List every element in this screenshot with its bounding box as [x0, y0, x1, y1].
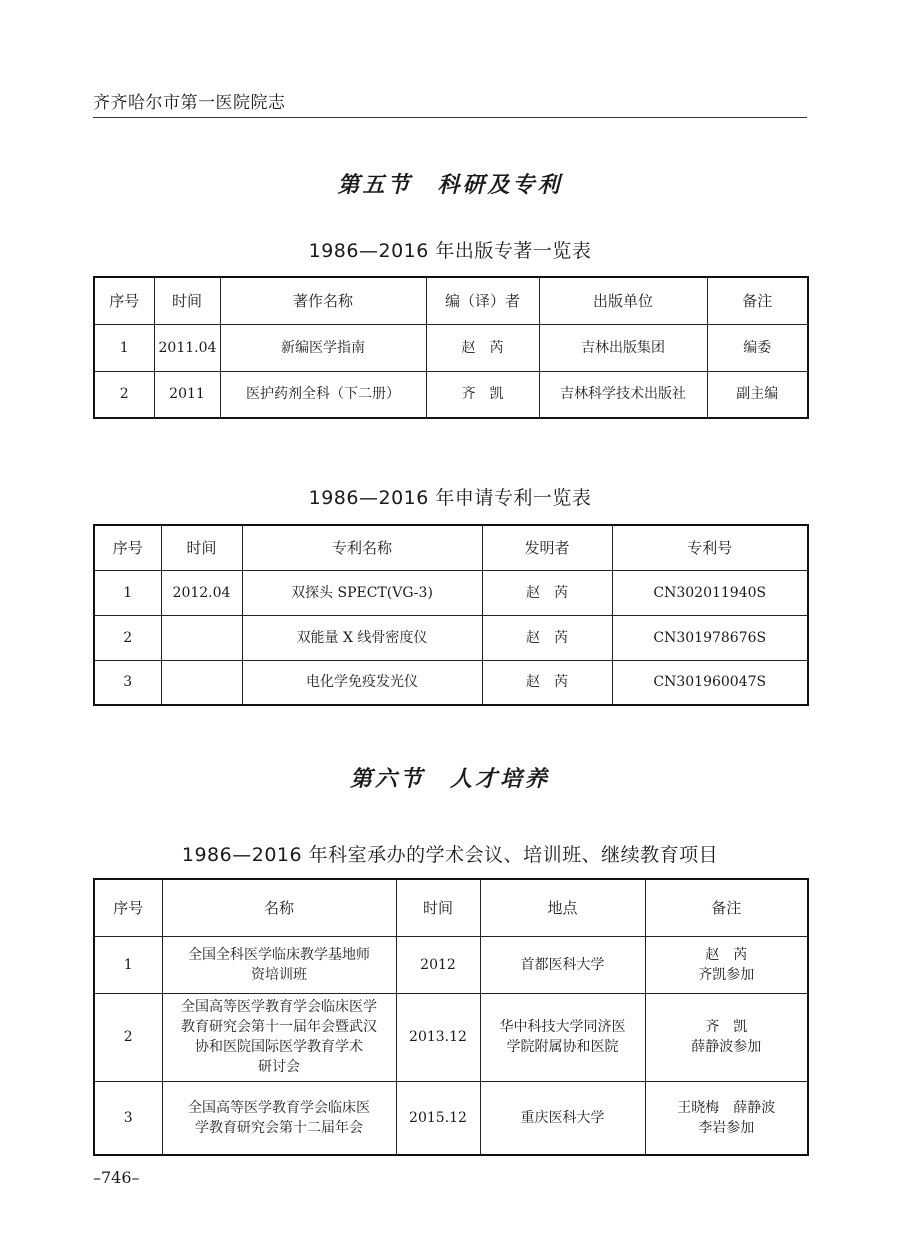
table-cell: 王晓梅 薛静波 李岩参加	[645, 1081, 808, 1155]
table-cell: 首都医科大学	[480, 936, 645, 993]
running-head: 齐齐哈尔市第一医院院志	[93, 93, 286, 113]
table-cell	[161, 615, 242, 660]
table-cell: 赵 芮	[482, 615, 612, 660]
table-cell: CN301960047S	[612, 660, 808, 705]
table-cell: 2	[94, 371, 154, 418]
table-cell	[161, 660, 242, 705]
table-cell: 全国高等医学教育学会临床医 学教育研究会第十二届年会	[162, 1081, 396, 1155]
table-cell: 电化学免疫发光仪	[242, 660, 482, 705]
table-cell: 赵 芮 齐凯参加	[645, 936, 808, 993]
table-cell: 赵 芮	[482, 570, 612, 615]
table-cell: 3	[94, 1081, 162, 1155]
page-number: –746–	[93, 1168, 140, 1187]
table-cell: 2	[94, 615, 161, 660]
table-row	[94, 993, 808, 1081]
books-table	[93, 276, 809, 419]
table-cell: 吉林科学技术出版社	[539, 371, 707, 418]
table-row	[94, 615, 808, 660]
table-cell: CN301978676S	[612, 615, 808, 660]
table-cell: 全国高等医学教育学会临床医学 教育研究会第十一届年会暨武汉 协和医院国际医学教育学术 研讨会	[162, 993, 396, 1081]
header-cell: 时间	[396, 879, 480, 936]
table-cell: 3	[94, 660, 161, 705]
header-cell: 专利名称	[242, 525, 482, 570]
books-table-title: 1986—2016 年出版专著一览表	[308, 240, 592, 262]
table-cell: 1	[94, 570, 161, 615]
table-cell: 齐 凯 薛静波参加	[645, 993, 808, 1081]
section-title-talent: 第六节 人才培养	[349, 766, 550, 792]
table-cell: 1	[94, 936, 162, 993]
table-cell: 吉林出版集团	[539, 324, 707, 371]
header-rule	[93, 117, 807, 118]
table-cell: 医护药剂全科（下二册）	[220, 371, 426, 418]
table-header-row	[94, 525, 808, 570]
table-row	[94, 936, 808, 993]
table-cell: 2015.12	[396, 1081, 480, 1155]
table-cell: 赵 芮	[482, 660, 612, 705]
header-cell: 出版单位	[539, 277, 707, 324]
header-cell: 备注	[707, 277, 808, 324]
patents-table	[93, 524, 809, 706]
table-row	[94, 1081, 808, 1155]
table-row	[94, 324, 808, 371]
table-cell: 全国全科医学临床教学基地师 资培训班	[162, 936, 396, 993]
table-cell: 2012	[396, 936, 480, 993]
training-table-title: 1986—2016 年科室承办的学术会议、培训班、继续教育项目	[181, 844, 719, 866]
table-cell: 齐 凯	[426, 371, 539, 418]
table-cell: 双能量 X 线骨密度仪	[242, 615, 482, 660]
patents-table-title: 1986—2016 年申请专利一览表	[308, 487, 592, 509]
table-cell: 华中科技大学同济医 学院附属协和医院	[480, 993, 645, 1081]
table-cell: 1	[94, 324, 154, 371]
table-cell: 副主编	[707, 371, 808, 418]
header-cell: 时间	[154, 277, 220, 324]
table-cell: 2011	[154, 371, 220, 418]
table-cell: CN302011940S	[612, 570, 808, 615]
table-row	[94, 371, 808, 418]
header-cell: 著作名称	[220, 277, 426, 324]
table-row	[94, 660, 808, 705]
section-title-research: 第五节 科研及专利	[337, 172, 563, 198]
header-cell: 序号	[94, 879, 162, 936]
table-cell: 2013.12	[396, 993, 480, 1081]
header-cell: 时间	[161, 525, 242, 570]
header-cell: 专利号	[612, 525, 808, 570]
table-cell: 重庆医科大学	[480, 1081, 645, 1155]
header-cell: 名称	[162, 879, 396, 936]
table-cell: 赵 芮	[426, 324, 539, 371]
table-header-row	[94, 277, 808, 324]
header-cell: 发明者	[482, 525, 612, 570]
table-cell: 新编医学指南	[220, 324, 426, 371]
table-cell: 2012.04	[161, 570, 242, 615]
header-cell: 地点	[480, 879, 645, 936]
header-cell: 序号	[94, 525, 161, 570]
header-cell: 序号	[94, 277, 154, 324]
training-table	[93, 878, 809, 1156]
table-cell: 双探头 SPECT(VG-3)	[242, 570, 482, 615]
header-cell: 备注	[645, 879, 808, 936]
table-header-row	[94, 879, 808, 936]
table-cell: 编委	[707, 324, 808, 371]
header-cell: 编（译）者	[426, 277, 539, 324]
table-cell: 2	[94, 993, 162, 1081]
table-row	[94, 570, 808, 615]
table-cell: 2011.04	[154, 324, 220, 371]
